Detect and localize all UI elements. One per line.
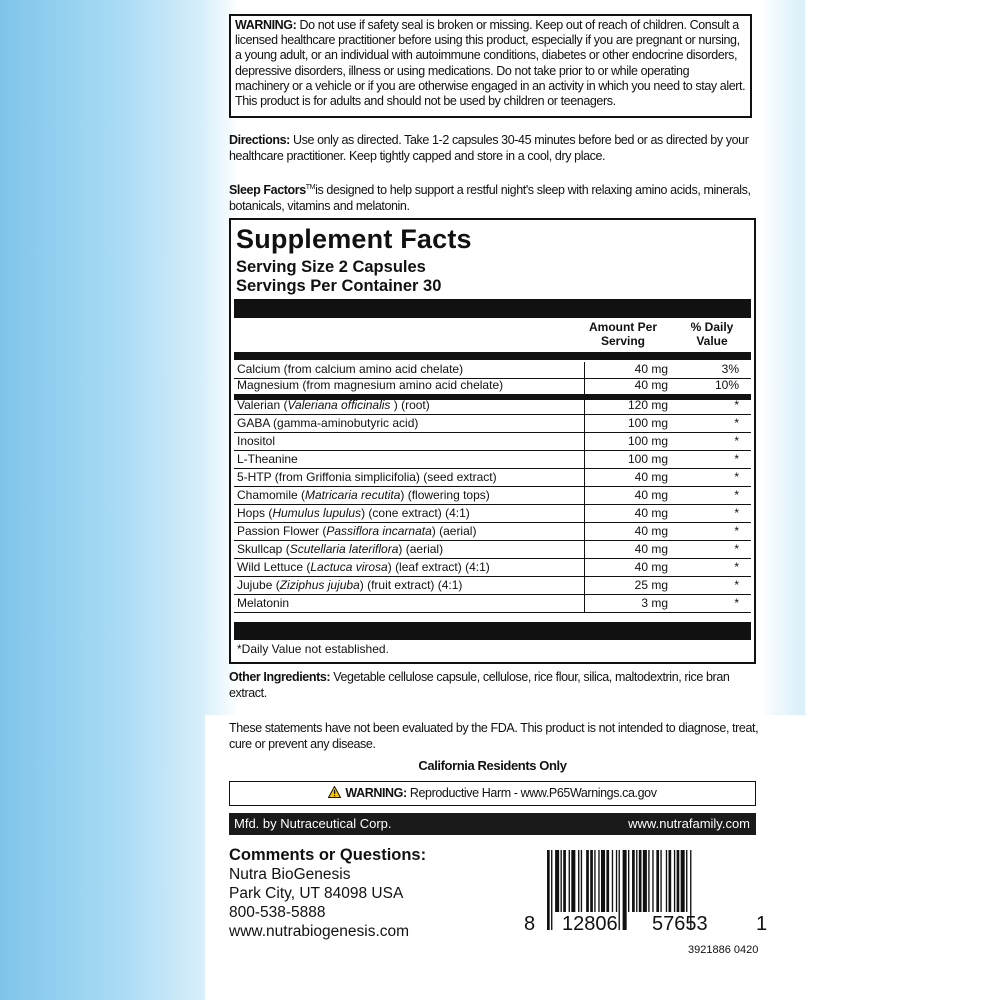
- nutrient-name: 5-HTP (from Griffonia simplicifolia) (seed extract): [237, 470, 497, 484]
- thick-divider: [234, 299, 751, 318]
- nutrient-dv: *: [734, 560, 739, 574]
- nutrient-amount: 40 mg: [634, 470, 668, 484]
- directions-label: Directions:: [229, 133, 290, 147]
- product-description: [229, 180, 759, 214]
- barcode-bar: [555, 850, 559, 912]
- nutrient-name: Calcium (from calcium amino acid chelate): [237, 362, 464, 376]
- contact-header: Comments or Questions:: [229, 846, 427, 864]
- barcode-bar: [623, 850, 627, 930]
- bottom-thick-divider: [234, 622, 751, 640]
- nutrient-row: [234, 576, 751, 595]
- supplement-facts-panel: [229, 218, 756, 664]
- nutrient-amount: 40 mg: [634, 378, 668, 392]
- barcode-bar: [601, 850, 605, 912]
- column-divider: [584, 468, 585, 486]
- barcode-bar: [594, 850, 595, 912]
- barcode-bar: [547, 850, 550, 930]
- nutrient-row: [234, 450, 751, 469]
- nutrient-dv: 3%: [721, 362, 739, 376]
- nutrient-amount: 100 mg: [627, 452, 668, 466]
- column-divider: [584, 486, 585, 504]
- nutrient-amount: 40 mg: [634, 488, 668, 502]
- barcode-bar: [561, 850, 562, 912]
- nutrient-dv: *: [734, 488, 739, 502]
- nutrient-dv: *: [734, 416, 739, 430]
- barcode-bar: [606, 850, 609, 912]
- column-divider: [584, 504, 585, 522]
- fda-disclaimer: These statements have not been evaluated by the FDA. This product is not intended to diagnose, treat, cure or prevent any disease.: [229, 721, 759, 751]
- barcode-bar: [656, 850, 659, 912]
- column-divider: [584, 540, 585, 558]
- barcode-bar: [666, 850, 667, 912]
- nutrient-row: [234, 558, 751, 577]
- nutrient-row: [234, 522, 751, 541]
- medium-divider: [234, 352, 751, 360]
- serving-size: Serving Size 2 Capsules: [236, 258, 426, 276]
- other-ingredients-text: Vegetable cellulose capsule, cellulose, rice flour, silica, maltodextrin, rice bran extract.: [229, 670, 730, 700]
- barcode-bar: [674, 850, 675, 912]
- nutrient-amount: 40 mg: [634, 560, 668, 574]
- nutrient-dv: *: [734, 506, 739, 520]
- other-ingredients: [229, 669, 759, 701]
- nutrient-name: GABA (gamma-aminobutyric acid): [237, 416, 419, 430]
- nutrient-row: [234, 468, 751, 487]
- facts-title: Supplement Facts: [236, 224, 472, 254]
- contact-line: Nutra BioGenesis: [229, 866, 351, 883]
- column-divider: [584, 594, 585, 612]
- nutrient-amount: 100 mg: [627, 416, 668, 430]
- barcode-bar: [669, 850, 672, 912]
- nutrient-amount: 40 mg: [634, 524, 668, 538]
- nutrient-name: Magnesium (from magnesium amino acid chelate): [237, 378, 504, 392]
- barcode-bar: [686, 850, 687, 912]
- nutrient-dv: *: [734, 434, 739, 448]
- contact-line: www.nutrabiogenesis.com: [229, 923, 410, 940]
- prop65-warning-box: [229, 781, 756, 806]
- column-divider: [584, 414, 585, 432]
- barcode-bar: [681, 850, 685, 912]
- other-ingredients-label: Other Ingredients:: [229, 670, 331, 684]
- column-divider: [584, 450, 585, 468]
- barcode-bar: [578, 850, 579, 912]
- column-divider: [584, 432, 585, 450]
- barcode-bar: [619, 850, 620, 930]
- barcode-bar: [571, 850, 575, 912]
- description-text: is designed to help support a restful night's sleep with relaxing amino acids, minerals, botanicals, vitamins and melatonin.: [229, 183, 751, 214]
- barcode-bar: [616, 850, 617, 912]
- warning-triangle-icon: [328, 783, 341, 805]
- warning-box: [229, 14, 752, 118]
- nutrient-name: Melatonin: [237, 596, 290, 610]
- barcode-bar: [636, 850, 637, 912]
- nutrient-dv: *: [734, 596, 739, 610]
- barcode-bar: [677, 850, 680, 912]
- contact-line: Park City, UT 84098 USA: [229, 885, 404, 902]
- nutrient-name: Valerian (Valeriana officinalis ) (root): [237, 398, 430, 412]
- barcode-bar: [632, 850, 635, 912]
- barcode-bar: [628, 850, 629, 912]
- nutrient-name: Hops (Humulus lupulus) (cone extract) (4:1): [237, 506, 470, 520]
- nutrient-row: [234, 504, 751, 523]
- nutrient-name: Inositol: [237, 434, 276, 448]
- nutrient-amount: 3 mg: [641, 596, 668, 610]
- barcode-group-1: 12806: [562, 913, 618, 935]
- warning-text: Do not use if safety seal is broken or missing. Keep out of reach of children. Consult a licensed healthcare practitioner before using this product, especially if you are pregnant or nursing, a young adult, or an individual with autoimmune conditions, diabetes or other endocrine disorders, depressive disorders, illness or using medications. Do not take prior to or while operating machinery or a vehicle or if you are otherwise engaged in an activity in which you need to stay alert. This product is for adults and should not be used by children or teenagers.: [235, 18, 746, 109]
- lot-number: 3921886 0420: [688, 944, 759, 956]
- product-name: Sleep Factors: [229, 183, 306, 198]
- manufacturer-website: www.nutrafamily.com: [628, 816, 750, 831]
- trademark: TM: [305, 184, 316, 191]
- nutrient-row: [234, 414, 751, 433]
- nutrient-dv: 10%: [714, 378, 739, 392]
- nutrient-name: Jujube (Ziziphus jujuba) (fruit extract) (4:1): [237, 578, 463, 592]
- prop65-warning-label: WARNING:: [345, 786, 407, 800]
- barcode-group-2: 57653: [652, 913, 708, 935]
- nutrient-row: [234, 486, 751, 505]
- footnote: *Daily Value not established.: [237, 642, 389, 656]
- nutrient-amount: 40 mg: [634, 542, 668, 556]
- nutrient-row: [234, 396, 751, 415]
- nutrient-amount: 40 mg: [634, 362, 668, 376]
- nutrient-amount: 100 mg: [627, 434, 668, 448]
- warning-label: WARNING:: [235, 18, 297, 32]
- barcode-bar: [590, 850, 593, 912]
- manufacturer-name: Mfd. by Nutraceutical Corp.: [234, 816, 392, 831]
- column-divider: [584, 378, 585, 394]
- column-dv-header: % Daily Value: [690, 320, 734, 348]
- nutrient-amount: 120 mg: [627, 398, 668, 412]
- california-title: California Residents Only: [418, 758, 567, 773]
- barcode-digit-last: 1: [756, 913, 768, 935]
- prop65-warning-text: Reproductive Harm - www.P65Warnings.ca.gov: [406, 786, 657, 800]
- nutrient-name: Passion Flower (Passiflora incarnata) (aerial): [237, 524, 477, 538]
- barcode-bar: [598, 850, 599, 912]
- contact-line: 800-538-5888: [229, 904, 326, 921]
- barcode-bar: [569, 850, 570, 912]
- background-right-white: [805, 0, 1000, 1000]
- column-amount-header: Amount Per Serving: [588, 320, 657, 348]
- barcode-digit-first: 8: [524, 913, 536, 935]
- barcode-bar: [586, 850, 589, 912]
- barcode-bar: [652, 850, 653, 912]
- manufacturer-bar: [229, 813, 756, 835]
- nutrient-row: [234, 432, 751, 451]
- column-divider: [584, 576, 585, 594]
- nutrient-dv: *: [734, 470, 739, 484]
- column-divider: [584, 558, 585, 576]
- nutrient-name: L-Theanine: [237, 452, 298, 466]
- nutrient-dv: *: [734, 578, 739, 592]
- barcode-bar: [660, 850, 661, 912]
- barcode-bar: [612, 850, 613, 912]
- barcode-bar: [563, 850, 566, 912]
- column-divider: [584, 522, 585, 540]
- nutrient-row: [234, 540, 751, 559]
- barcode-bar: [643, 850, 647, 912]
- nutrient-name: Skullcap (Scutellaria lateriflora) (aerial): [237, 542, 444, 556]
- column-divider: [584, 396, 585, 414]
- nutrient-row: [234, 362, 751, 379]
- nutrient-dv: *: [734, 398, 739, 412]
- servings-per-container: Servings Per Container 30: [236, 277, 442, 295]
- nutrient-amount: 40 mg: [634, 506, 668, 520]
- column-divider: [584, 362, 585, 378]
- barcode-bar: [648, 850, 649, 912]
- nutrient-dv: *: [734, 524, 739, 538]
- nutrient-dv: *: [734, 452, 739, 466]
- nutrient-row: [234, 594, 751, 613]
- nutrient-name: Chamomile (Matricaria recutita) (flowering tops): [237, 488, 490, 502]
- directions: [229, 132, 759, 164]
- nutrient-name: Wild Lettuce (Lactuca virosa) (leaf extract) (4:1): [237, 560, 490, 574]
- nutrient-dv: *: [734, 542, 739, 556]
- contact-block: [229, 846, 426, 941]
- barcode-bar: [551, 850, 552, 930]
- nutrient-amount: 25 mg: [634, 578, 668, 592]
- directions-text: Use only as directed. Take 1-2 capsules 30-45 minutes before bed or as directed by your healthcare practitioner. Keep tightly capped and store in a cool, dry place.: [229, 133, 749, 163]
- barcode-bar: [639, 850, 642, 912]
- barcode-bar: [581, 850, 582, 912]
